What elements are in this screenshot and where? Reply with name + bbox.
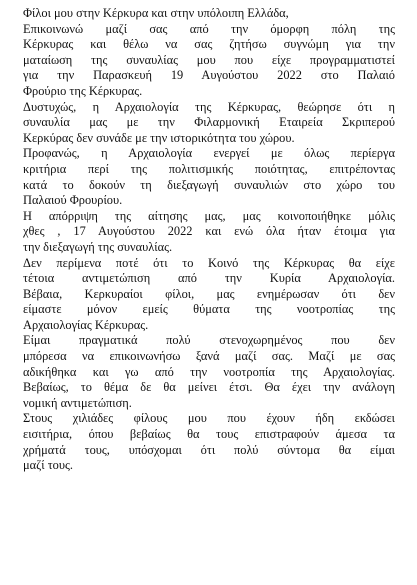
letter-line: Παλαιού Φρουρίου. [23,193,123,208]
letter-line: ματαίωση της συναυλίας μου που είχε προγραμματιστεί [23,52,395,67]
letter-line: μαζί τους. [23,458,74,473]
letter-body [23,6,395,474]
letter-line: νομική αντιμετώπιση. [23,395,132,410]
letter-line: Προφανώς, η Αρχαιολογία ενεργεί με όλως περίεργα [23,146,395,161]
letter-line: Βεβαίως, το θέμα δε θα μείνει έτσι. Θα έχει την ανάλογη [23,380,395,395]
letter-paragraph [23,6,395,22]
letter-line: κριτήρια περί της πολιτισμικής ποιότητας, επιτρέποντας [23,161,395,176]
letter-line: χρήματά τους, υπόσχομαι ότι πολύ σύντομα θα είμαι [23,442,395,457]
letter-line: Είμαι πραγματικά πολύ στενοχωρημένος που δεν [23,333,395,348]
letter-paragraph [23,333,395,411]
letter-line: Δεν περίμενα ποτέ ότι το Κοινό της Κέρκυρας θα είχε [23,255,395,270]
letter-line: Φίλοι μου στην Κέρκυρα και στην υπόλοιπη Ελλάδα, [23,6,289,20]
letter-line: Φρούριο της Κέρκυρας. [23,83,143,98]
letter-paragraph [23,256,395,334]
letter-line: εισιτήρια, όπου βεβαίως θα τους επιστραφούν άμεσα τα [23,427,395,442]
letter-paragraph [23,22,395,100]
letter-line: αδικήθηκα και γω από την νοοτροπία της Αρχαιολογίας. [23,364,395,379]
letter-line: κατά το δοκούν τη διεξαγωγή συναυλιών στο χώρο του [23,177,395,192]
letter-paragraph [23,100,395,147]
letter-line: Η απόρριψη της αίτησης μας, μας κοινοποιήθηκε μόλις [23,208,395,223]
letter-line: Βέβαια, Κερκυραίοι φίλοι, μας ενημέρωσαν ότι δεν [23,286,395,301]
letter-line: Δυστυχώς, η Αρχαιολογία της Κέρκυρας, θεώρησε ότι η [23,99,395,114]
letter-paragraph [23,209,395,256]
letter-line: χθες , 17 Αυγούστου 2022 και ενώ όλα ήταν έτοιμα για [23,224,395,239]
letter-line: μπόρεσα να επικοινωνήσω ξανά μαζί σας. Μαζί με σας [23,349,395,364]
letter-line: τέτοια αντιμετώπιση από την Κυρία Αρχαιολογία. [23,271,395,286]
letter-paragraph [23,411,395,473]
letter-line: Κέρκυρας και θέλω να σας ζητήσω συγνώμη για την [23,37,395,52]
letter-line: συναυλία μας με την Φιλαρμονική Εταιρεία Σκριπερού [23,115,395,130]
letter-line: για την Παρασκευή 19 Αυγούστου 2022 στο Παλαιό [23,68,395,83]
letter-line: είμαστε μόνον εμείς θύματα της νοοτροπίας της [23,302,395,317]
letter-line: την διεξαγωγή της συναυλίας. [23,239,173,254]
letter-line: Στους χιλιάδες φίλους μου που έχουν ήδη εκδώσει [23,411,395,426]
letter-line: Κερκύρας δεν συνάδε με την ιστορικότητα του χώρου. [23,130,295,145]
letter-line: Αρχαιολογίας Κέρκυρας. [23,317,149,332]
letter-paragraph [23,146,395,208]
letter-line: Επικοινωνώ μαζί σας από την όμορφη πόλη της [23,21,395,36]
